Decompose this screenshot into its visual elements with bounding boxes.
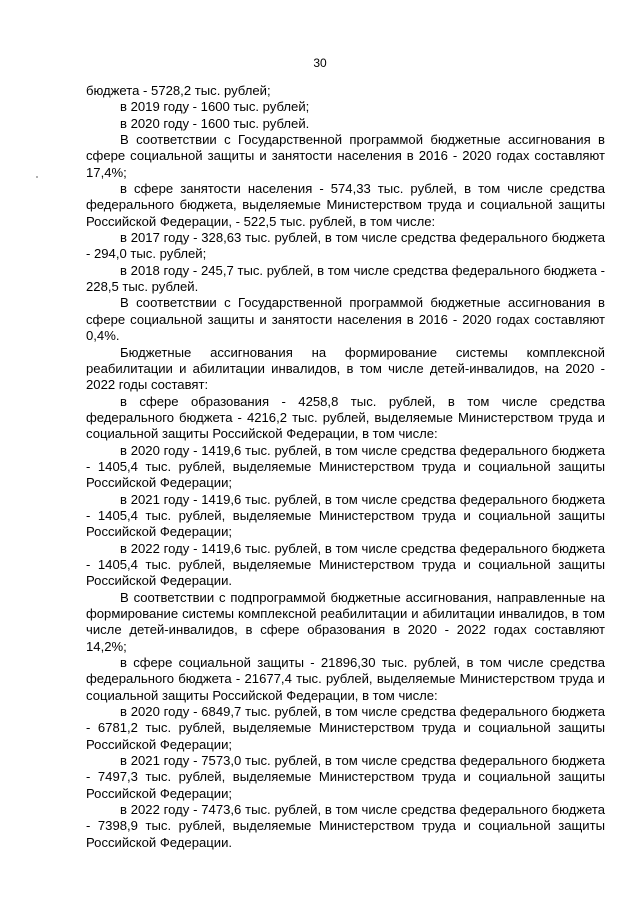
paragraph: в 2020 году - 1600 тыс. рублей.: [120, 115, 310, 131]
page-number: 30: [313, 56, 327, 70]
paragraph: в сфере социальной защиты - 21896,30 тыс. рублей, в том числе средства федерального бюджета - 21677,4 тыс. рублей, выделяемые Министерством труда и социальной защиты Российской Федерации, в том числе:: [86, 655, 605, 703]
paragraph: в сфере занятости населения - 574,33 тыс. рублей, в том числе средства федерального бюджета, выделяемые Министерством труда и социальной защиты Российской Федерации, - 522,5 тыс. рублей, в том числе:: [86, 181, 605, 229]
paragraph: В соответствии с Государственной программой бюджетные ассигнования в сфере социальной защиты и занятости населения в 2016 - 2020 годах составляют 0,4%.: [86, 295, 605, 344]
paragraph: В соответствии с подпрограммой бюджетные ассигнования, направленные на формирование системы комплексной реабилитации и абилитации инвалидов, в том числе детей-инвалидов, в сфере образования в 2020 - 2022 годах составляют 14,2%;: [86, 589, 605, 654]
paragraph: в 2021 году - 1419,6 тыс. рублей, в том числе средства федерального бюджета - 1405,4 тыс. рублей, выделяемые Министерством труда и социальной защиты Российской Федерации;: [86, 491, 605, 540]
document-body: [86, 83, 605, 851]
paragraph: в сфере образования - 4258,8 тыс. рублей, в том числе средства федерального бюджета - 4216,2 тыс. рублей, выделяемые Министерством труда и социальной защиты Российской Федерации, в том числе:: [86, 393, 605, 442]
paragraph: в 2017 году - 328,63 тыс. рублей, в том числе средства федерального бюджета - 294,0 тыс. рублей;: [86, 230, 605, 262]
paragraph: в 2021 году - 7573,0 тыс. рублей, в том числе средства федерального бюджета - 7497,3 тыс. рублей, выделяемые Министерством труда и социальной защиты Российской Федерации;: [86, 753, 605, 801]
paragraph: в 2020 году - 6849,7 тыс. рублей, в том числе средства федерального бюджета - 6781,2 тыс. рублей, выделяемые Министерством труда и социальной защиты Российской Федерации;: [86, 704, 605, 752]
margin-mark: [36, 176, 38, 178]
paragraph: в 2022 году - 7473,6 тыс. рублей, в том числе средства федерального бюджета - 7398,9 тыс. рублей, выделяемые Министерством труда и социальной защиты Российской Федерации.: [86, 802, 605, 850]
paragraph: Бюджетные ассигнования на формирование системы комплексной реабилитации и абилитации инвалидов, в том числе детей-инвалидов, на 2020 - 2022 годы составят:: [86, 344, 605, 393]
paragraph: в 2020 году - 1419,6 тыс. рублей, в том числе средства федерального бюджета - 1405,4 тыс. рублей, выделяемые Министерством труда и социальной защиты Российской Федерации;: [86, 442, 605, 491]
paragraph: бюджета - 5728,2 тыс. рублей;: [86, 83, 271, 98]
paragraph: В соответствии с Государственной программой бюджетные ассигнования в сфере социальной защиты и занятости населения в 2016 - 2020 годах составляют 17,4%;: [86, 132, 605, 180]
paragraph: в 2022 году - 1419,6 тыс. рублей, в том числе средства федерального бюджета - 1405,4 тыс. рублей, выделяемые Министерством труда и социальной защиты Российской Федерации.: [86, 540, 605, 589]
paragraph: в 2018 году - 245,7 тыс. рублей, в том числе средства федерального бюджета - 228,5 тыс. рублей.: [86, 262, 605, 295]
paragraph: в 2019 году - 1600 тыс. рублей;: [120, 99, 310, 115]
